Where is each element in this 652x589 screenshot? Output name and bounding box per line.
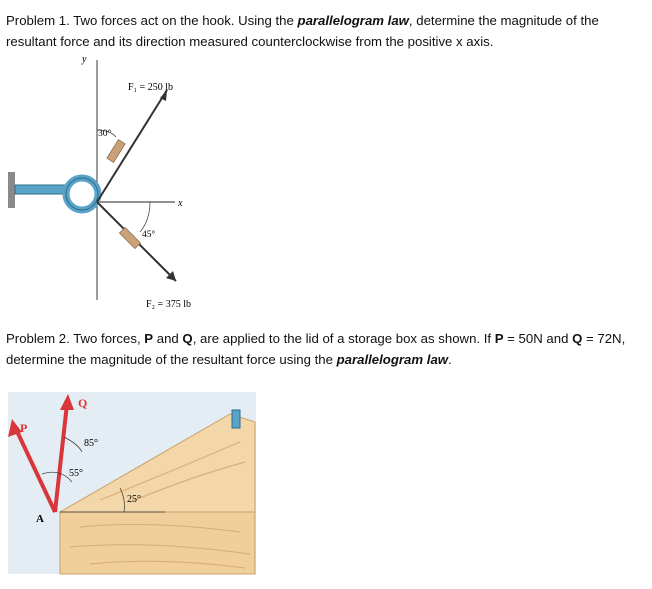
problem-2-part4: = 50N and bbox=[503, 331, 573, 346]
q-label: Q bbox=[78, 396, 88, 410]
f2-label: F₂ = 375 lb bbox=[146, 299, 191, 310]
problem-1-suffix: , determine the magnitude of the resultant force and its direction measured counterclockwise from the positive x axis. bbox=[6, 13, 599, 49]
angle-45-label: 45° bbox=[142, 230, 156, 240]
problem-2-part6: . bbox=[448, 352, 452, 367]
angle-55-label: 55° bbox=[69, 468, 83, 479]
problem-1-emphasis: parallelogram law bbox=[297, 13, 409, 28]
problem-2-text bbox=[6, 328, 646, 370]
problem-2-p: P bbox=[144, 331, 154, 346]
f1-label: F₁ = 250 lb bbox=[128, 82, 173, 93]
problem-2-part2: and bbox=[153, 331, 183, 346]
wall-plate bbox=[8, 172, 15, 208]
problem-2-part1: Problem 2. Two forces, bbox=[6, 331, 145, 346]
hook-shank bbox=[15, 185, 65, 194]
x-axis-label: x bbox=[178, 198, 183, 209]
problem-2-q-eq: Q bbox=[572, 331, 583, 346]
problem-2-emphasis: parallelogram law bbox=[336, 352, 449, 367]
problem-2-p-eq: P bbox=[494, 331, 504, 346]
hinge bbox=[232, 410, 240, 428]
angle-45-arc bbox=[140, 202, 150, 232]
f2-turnbuckle bbox=[119, 227, 140, 248]
angle-25-label: 25° bbox=[127, 494, 141, 505]
box-body bbox=[60, 512, 255, 574]
hook-force-figure bbox=[0, 52, 260, 312]
hook-eye-outline bbox=[66, 178, 98, 210]
angle-30-label: 30° bbox=[98, 129, 112, 139]
angle-85-label: 85° bbox=[84, 438, 98, 449]
f1-turnbuckle bbox=[107, 140, 125, 163]
f1-force-line bbox=[97, 90, 167, 202]
storage-box-figure bbox=[0, 392, 270, 582]
y-axis-label: y bbox=[82, 54, 87, 65]
problem-2-part3: , are applied to the lid of a storage box as shown. If bbox=[192, 331, 495, 346]
p-label: P bbox=[20, 421, 28, 435]
problem-1-prefix: Problem 1. Two forces act on the hook. Using the bbox=[6, 13, 298, 28]
problem-2-part5: = 72N, determine the magnitude of the resultant force using the bbox=[6, 331, 626, 367]
problem-2-q: Q bbox=[182, 331, 193, 346]
problem-1-text bbox=[6, 10, 646, 52]
point-a-label: A bbox=[36, 513, 44, 525]
